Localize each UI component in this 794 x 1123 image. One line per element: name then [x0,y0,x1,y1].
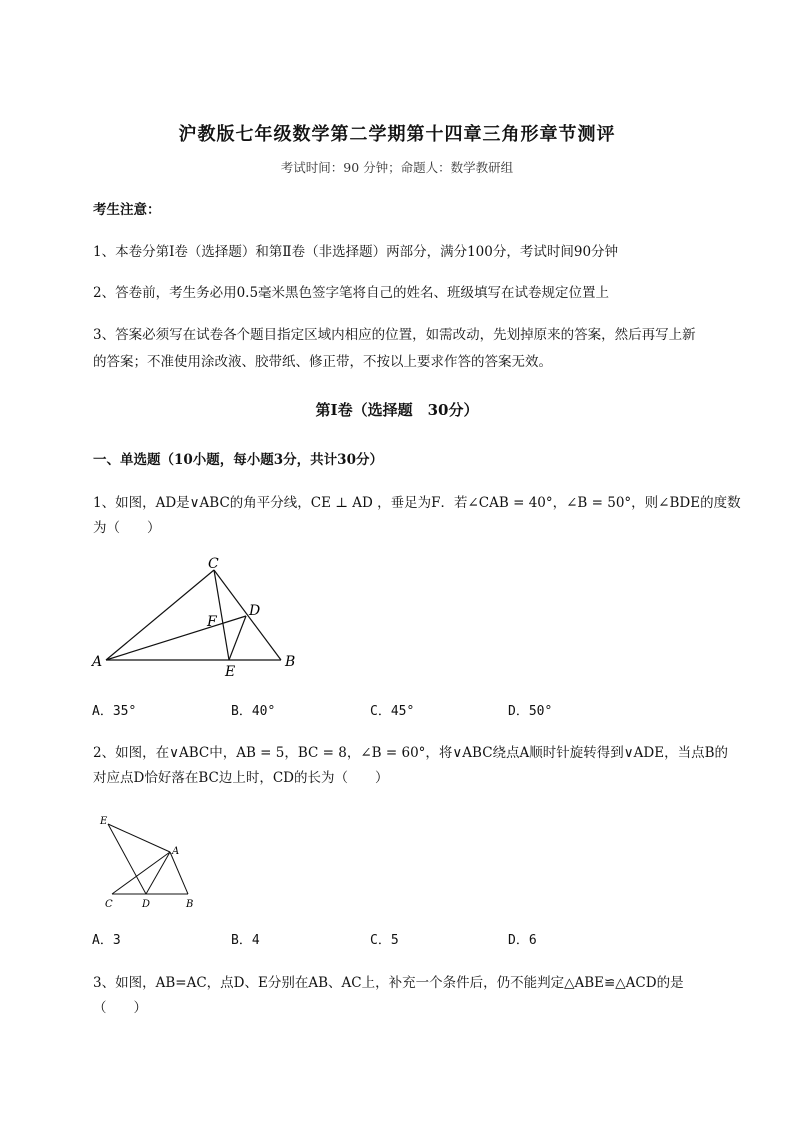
exam-subtitle: 考试时间：90 分钟；命题人：数学教研组 [280,160,514,175]
segment-da [146,852,170,894]
question-1-option-d[interactable]: D．50° [508,704,553,719]
label-c: C [105,899,113,910]
label-e: E [100,816,108,827]
question-1-option-a[interactable]: A．35° [92,704,137,719]
part-heading: 一、单选题（10小题，每小题3分，共计30分） [93,452,383,468]
label-d: D [249,603,261,619]
question-1-text-cont: 为（ ） [93,520,161,536]
label-b: B [285,654,296,670]
question-2-figure [94,812,209,912]
question-1-option-c[interactable]: C．45° [370,704,415,719]
exam-title: 沪教版七年级数学第二学期第十四章三角形章节测评 [178,124,616,145]
note-item-2: 2、答卷前，考生务必用0.5毫米黑色签字笔将自己的姓名、班级填写在试卷规定位置上 [93,285,610,301]
label-b: B [186,899,194,910]
question-2-option-b[interactable]: B．4 [231,933,260,948]
question-2-option-a[interactable]: A．3 [92,933,121,948]
question-3-text-cont: （ ） [93,1000,147,1016]
question-2-text: 2、如图，在∨ABC中，AB = 5，BC = 8，∠B = 60°，将∨ABC绕点A顺时针旋转得到∨ADE，当点B的 [93,745,729,761]
notes-heading: 考生注意： [93,202,161,218]
label-e: E [225,664,236,680]
section-title: 第Ⅰ卷（选择题 30分） [315,401,479,419]
question-2-text-cont: 对应点D恰好落在BC边上时，CD的长为（ ） [93,770,389,786]
note-item-3: 3、答案必须写在试卷各个题目指定区域内相应的位置，如需改动，先划掉原来的答案，然后再写上新 [93,327,696,343]
question-2-option-d[interactable]: D．6 [508,933,537,948]
segment-ea [108,824,170,852]
question-3-text: 3、如图，AB=AC，点D、E分别在AB、AC上，补充一个条件后，仍不能判定△ABE≌△ACD的是 [93,975,684,991]
question-1-option-b[interactable]: B．40° [231,704,276,719]
label-f: F [207,614,217,630]
segment-ab [170,852,188,894]
question-2-option-c[interactable]: C．5 [370,933,399,948]
segment-ac [106,570,214,660]
question-1-figure [88,556,308,686]
label-c: C [208,556,219,572]
note-item-3-cont: 的答案；不准使用涂改液、胶带纸、修正带，不按以上要求作答的答案无效。 [93,354,552,370]
label-a: A [172,846,180,857]
note-item-1: 1、本卷分第Ⅰ卷（选择题）和第Ⅱ卷（非选择题）两部分，满分100分，考试时间90分钟 [93,244,619,260]
label-a: A [92,654,103,670]
label-d: D [142,899,151,910]
segment-ca [112,852,170,894]
segment-cb [214,570,281,660]
segment-de [229,616,246,660]
question-1-text: 1、如图，AD是∨ABC的角平分线，CE ⊥ AD ，垂足为F．若∠CAB = 40°，∠B = 50°，则∠BDE的度数 [93,495,741,511]
